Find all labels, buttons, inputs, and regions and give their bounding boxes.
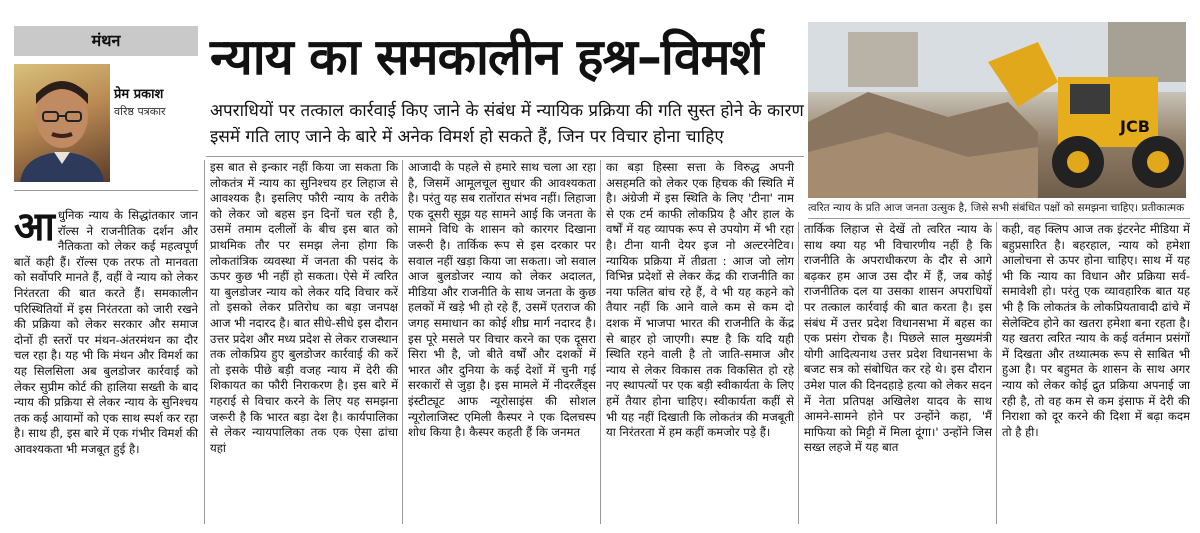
author-role: वरिष्ठ पत्रकार <box>114 105 166 118</box>
column-rule <box>798 222 799 524</box>
hero-photo <box>808 22 1186 198</box>
article-column-4: का बड़ा हिस्सा सत्ता के विरुद्ध अपनी असहमति को लेकर एक हिचक की स्थिति में है। अंग्रेजी में इस स्थिति के लिए 'टीना' नाम से एक टर्म काफी लोकप्रिय है और हाल के वर्षों में यह व्यापक रूप से उपयोग में भी रहा है। टीना यानी देयर इज नो अल्टरनेटिव। न्यायिक प्रक्रिया में तीव्रता : आज जो लोग विभिन्न प्रदेशों से लेकर केंद्र की राजनीति का नया फलित बांच रहे हैं, वे भी यह कहने को तैयार नहीं कि आने वाले कम से कम दो दशक में भाजपा भारत की राजनीति के केंद्र से बाहर हो जाएगी। स्पष्ट है कि यदि यही स्थिति रहने वाली है तो जाति-समाज और न्याय से लेकर विकास तक विकसित हो रहे नए स्थापत्यों पर एक बड़ी स्वीकार्यता के लिए हमें तैयार होना चाहिए। स्वीकार्यता कहीं से भी यह नहीं दिखाती कि लोकतंत्र की मजबूती या निरंतरता में हम कहीं कमजोर पड़े हैं। <box>606 160 794 440</box>
column-rule <box>996 222 997 524</box>
article-column-3: आजादी के पहले से हमारे साथ चला आ रहा है, जिसमें आमूलचूल सुधार की आवश्यकता है। परंतु यह सब रातोंरात संभव नहीं। लिहाजा एक दूसरी सूझ यह सामने आई कि जनता के सामने विधि के शासन को कारगर दिखाना जरूरी है। तार्किक रूप से इस दरकार पर सवाल नहीं खड़ा किया जा सकता। जो सवाल आज बुलडोजर न्याय को लेकर अदालत, मीडिया और राजनीति के साथ जनता के कुछ हलकों में खड़े भी हो रहे हैं, उसमें एतराज की जगह समाधान का कोई शीघ्र मार्ग नदारद है। इस पूरे मसले पर विचार करने का एक दूसरा सिरा भी है, जो बीते वर्षों और दशकों में भारत और दुनिया के कई देशों में चुनी गई सरकारों से जुड़ा है। इस मामले में नीदरलैंड्स इंस्टीट्यूट आफ न्यूरोसाइंस की सोशल न्यूरोलाजिस्ट एमिली कैस्पर ने एक दिलचस्प शोध किया है। कैस्पर कहती हैं कि जनमत <box>408 160 596 440</box>
headline: न्याय का समकालीन हश्र–विमर्श <box>210 28 763 86</box>
article-column-6: कही, वह क्लिप आज तक इंटरनेट मीडिया में बहुप्रसारित है। बहरहाल, न्याय को हमेशा आलोचना से ऊपर होना चाहिए। साथ में यह भी कि न्याय का विधान और प्रक्रिया सर्व-समावेशी हो। परंतु एक व्यावहारिक बात यह भी है कि लोकतंत्र के लोकप्रियतावादी ढांचे में सेलेक्टिव होने का खतरा हमेशा बना रहता है। यह खतरा त्वरित न्याय के कई वर्तमान प्रसंगों में दिखता और तथ्यात्मक रूप से साबित भी हुआ है। पर बहुमत के शासन के साथ अगर न्याय को लेकर कोई द्रुत प्रक्रिया अपनाई जा रही है, तो वह कम से कम इंसाफ में देरी की निराशा को दूर करने की दिशा में बढ़ा कदम तो है ही। <box>1002 222 1190 439</box>
bulldozer-photo-graphic <box>808 22 1186 198</box>
drop-cap: आ <box>14 208 55 250</box>
caption-divider <box>808 218 1190 219</box>
author-portrait-graphic <box>14 64 110 182</box>
author-photo <box>14 64 110 182</box>
deck: अपराधियों पर तत्काल कार्रवाई किए जाने के संबंध में न्यायिक प्रक्रिया की गति सुस्त होने के कारण इसमें गति लाए जाने के बारे में अनेक विमर्श हो सकते हैं, जिन पर विचार होना चाहिए <box>210 101 804 147</box>
column-1-text: धुनिक न्याय के सिद्धांतकार जान रॉल्स ने राजनीतिक दर्शन और नैतिकता को लेकर कई महत्वपूर्ण बातें कही हैं। रॉल्स एक तरफ तो मानवता को सर्वोपरि मानते हैं, वहीं वे न्याय को लेकर निरंतरता की बात करते हैं। समकालीन परिस्थितियों में इस निरंतरता को जारी रखने की प्रक्रिया को लेकर सरकार और समाज दोनों ही स्तरों पर मंथन-अंतरमंथन का दौर चल रहा है। यह भी कि मंथन और विमर्श का यह सिलसिला अब बुलडोजर कार्रवाई को लेकर सुप्रीम कोर्ट की हालिया सख्ती के बाद न्याय की प्रक्रिया से लेकर न्याय के सुनिश्चय तक कई आयामों को एक साथ स्पर्श कर रहा है। साथ ही, इस बारे में एक गंभीर विमर्श की आवश्यकता भी मजबूत हुई है। <box>14 208 198 456</box>
column-label: मंथन <box>14 26 198 56</box>
column-rule <box>204 160 205 524</box>
author-name: प्रेम प्रकाश <box>114 87 164 102</box>
deck-divider <box>206 156 804 157</box>
column-rule <box>402 160 403 524</box>
article-column-5: तार्किक लिहाज से देखें तो त्वरित न्याय के साथ क्या यह भी विचारणीय नहीं है कि राजनीति के अपराधीकरण के दौर से आगे बढ़कर हम आज उस दौर में हैं, जब कोई राजनीतिक दल या उसका शासन अपराधियों पर तत्काल कार्रवाई की बात करता है। इस संबंध में उत्तर प्रदेश विधानसभा में बहस का एक प्रसंग रोचक है। पिछले साल मुख्यमंत्री योगी आदित्यनाथ उत्तर प्रदेश विधानसभा के बजट सत्र को संबोधित कर रहे थे। इस दौरान उमेश पाल की दिनदहाड़े हत्या को लेकर सदन में नेता प्रतिपक्ष अखिलेश यादव के साथ आमने-सामने होने पर उन्होंने कहा, 'मैं माफिया को मिट्टी में मिला दूंगा।' उन्होंने जिस सख्त लहजे में यह बात <box>804 222 992 455</box>
article-column-2: इस बात से इन्कार नहीं किया जा सकता कि लोकतंत्र में न्याय का सुनिश्चय हर लिहाज से आवश्यक है। इसलिए फौरी न्याय के तरीके को लेकर जो बहस इन दिनों चल रही है, उसमें तमाम दलीलों के बीच इस बात को प्राथमिक तौर पर समझ लेना होगा कि लोकतांत्रिक व्यवस्था में जनता की पसंद के ऊपर कुछ भी नहीं हो सकता। ऐसे में त्वरित या बुलडोजर न्याय को लेकर यदि विचार करें तो इसको लेकर प्रतिरोध का बड़ा जनपक्ष आज भी नदारद है। बात सीधे-सीधे इस दौरान उत्तर प्रदेश और मध्य प्रदेश से लेकर राजस्थान तक लोकप्रिय हुए बुलडोजर कार्रवाई की करें तो इसके पीछे बड़ी वजह न्याय में देरी की शिकायत का फौरी निराकरण है। इस बारे में गहराई से विचार करने के लिए यह समझना जरूरी है कि भारत बड़ा देश है। कार्यपालिका से लेकर न्यायपालिका तक एक ऐसा ढांचा यहां <box>210 160 398 455</box>
jcb-logo: JCB <box>1120 117 1150 136</box>
column-rule <box>600 160 601 524</box>
article-column-1 <box>14 208 198 526</box>
author-divider <box>14 190 198 191</box>
photo-caption: त्वरित न्याय के प्रति आज जनता उत्सुक है, जिसे सभी संबंधित पक्षों को समझना चाहिए। प्रतीकात्मक <box>808 202 1185 214</box>
